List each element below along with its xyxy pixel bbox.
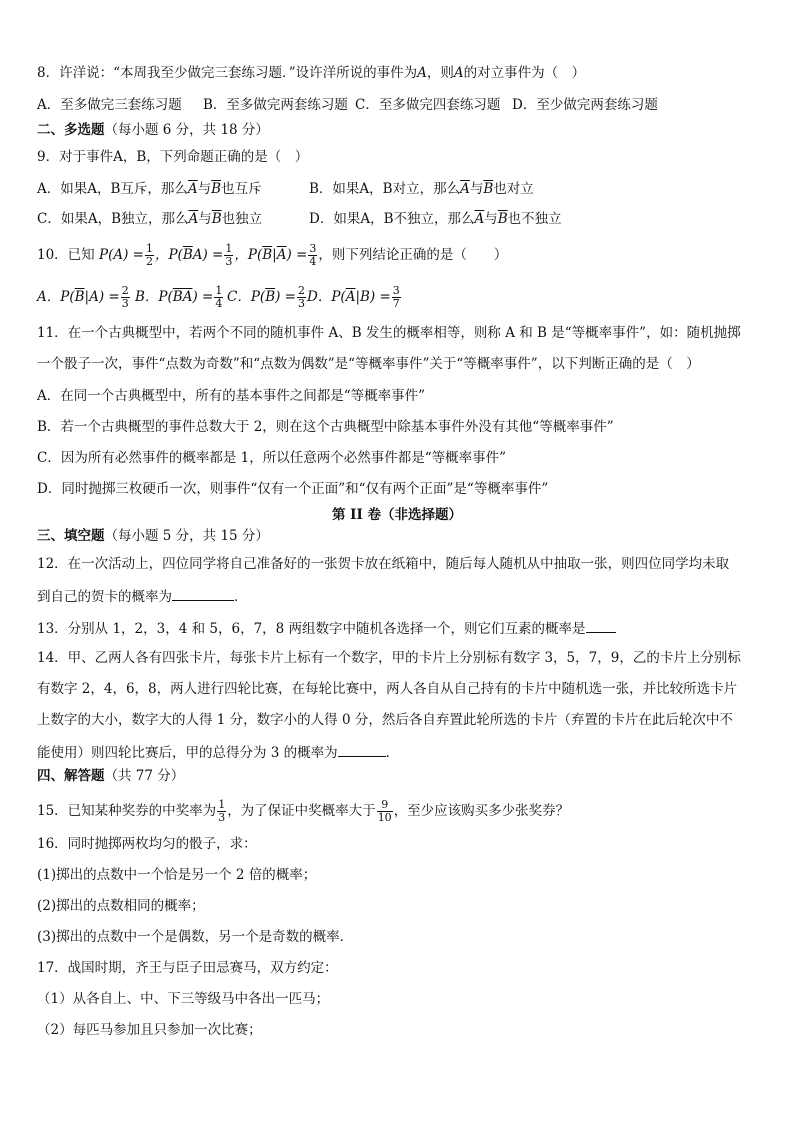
q10-option-c bbox=[227, 285, 307, 310]
q15-pre: 15．已知某种奖券的中奖率为 bbox=[37, 803, 217, 819]
q10-oa-bar: $\overline{B}$ bbox=[74, 289, 85, 305]
q9-option-b bbox=[309, 180, 534, 198]
q9-d-bar2: $\overline{B}$ bbox=[497, 211, 508, 227]
q10-ob-den: 4 bbox=[215, 297, 223, 310]
q9-d-bar: $\overline{A}$ bbox=[474, 211, 485, 227]
q14-answer-blank bbox=[338, 742, 386, 757]
q11-option-d: D．同时抛掷三枚硬币一次，则事件“仅有一个正面”和“仅有两个正面”是“等概率事件” bbox=[37, 481, 549, 497]
q17-stem: 17．战国时期，齐王与臣子田忌赛马，双方约定： bbox=[37, 960, 338, 976]
part-2-title: 第 II 卷（非选择题） bbox=[331, 507, 463, 523]
q10-p3-num: 3 bbox=[309, 242, 317, 255]
section-2-title: 二、多选题 bbox=[37, 122, 105, 138]
q9-a-bar: $\overline{A}$ bbox=[187, 181, 198, 197]
q10-p3-bar: $\overline{B}$ bbox=[262, 247, 273, 263]
q8-stem-mid: ，则 bbox=[426, 65, 454, 81]
q10-oa-pre: A．P( bbox=[37, 289, 75, 305]
q9-a-pre: A．如果A，B互斥，那么 bbox=[37, 181, 188, 197]
q10-oa-mid: |A) = bbox=[84, 289, 120, 305]
q10-od-mid: |B) = bbox=[355, 289, 391, 305]
q15-f1-den: 3 bbox=[218, 811, 226, 824]
q14-line-1: 14．甲、乙两人各有四张卡片，每张卡片上标有一个数字，甲的卡片上分别标有数字 3，5，7，9，乙的卡片上分别标 bbox=[37, 650, 741, 666]
q10-p1-pre: P(A) = bbox=[98, 247, 144, 263]
q15-f1-num: 1 bbox=[218, 798, 226, 811]
q9-c-bar2: $\overline{B}$ bbox=[211, 211, 222, 227]
q10-oc-frac bbox=[297, 285, 306, 310]
q10-stem bbox=[37, 243, 507, 268]
q8-option-b: B．至多做完两套练习题 bbox=[203, 97, 348, 113]
q9-a-post: 也互斥 bbox=[221, 181, 262, 197]
q10-p3-pre: ，P( bbox=[234, 247, 263, 263]
q15-f2-num: 9 bbox=[377, 799, 393, 812]
q13-answer-blank bbox=[586, 618, 616, 633]
q10-od-frac bbox=[392, 285, 401, 310]
q8-event-a-2: A bbox=[453, 65, 464, 81]
q10-ob-mid: ) = bbox=[192, 289, 214, 305]
section-multiple-choice-header bbox=[37, 121, 269, 139]
q10-p2-mid: A) = bbox=[192, 247, 224, 263]
q10-od-num: 3 bbox=[392, 284, 400, 297]
section-3-note: （每小题 5 分，共 15 分） bbox=[104, 528, 269, 544]
section-4-note: （共 77 分） bbox=[104, 768, 185, 784]
q10-ob-frac bbox=[214, 285, 223, 310]
q10-ob-bar: $\overline{BA}$ bbox=[172, 289, 193, 305]
q9-d-post: 也不独立 bbox=[507, 211, 562, 227]
q11-line-2: 一个骰子一次，事件“点数为奇数”和“点数为偶数”是“等概率事件”关于“等概率事件”，以下判断正确的是（ ） bbox=[37, 356, 700, 372]
q10-oa-frac bbox=[121, 285, 130, 310]
q10-option-b bbox=[135, 285, 227, 310]
q10-od-den: 7 bbox=[392, 297, 400, 310]
q9-a-bar2: $\overline{B}$ bbox=[211, 181, 222, 197]
q17-sub-2: （2）每匹马参加且只参加一次比赛； bbox=[37, 1022, 262, 1038]
q12-answer-blank bbox=[172, 586, 234, 601]
q14-line-2: 有数字 2，4，6，8，两人进行四轮比赛，在每轮比赛中，两人各自从自己持有的卡片中随机选一张，并比较所选卡片 bbox=[37, 681, 738, 697]
q9-option-d bbox=[309, 210, 562, 228]
q9-d-pre: D．如果A，B不独立，那么 bbox=[309, 211, 475, 227]
q14-end: ． bbox=[385, 745, 400, 761]
q15-frac-1 bbox=[217, 799, 226, 824]
q10-option-a bbox=[37, 285, 135, 310]
q16-stem: 16．同时抛掷两枚均匀的骰子，求： bbox=[37, 836, 257, 852]
q10-ob-num: 1 bbox=[215, 284, 223, 297]
q8-options bbox=[37, 96, 658, 114]
q10-p3-frac bbox=[308, 243, 317, 268]
q9-d-mid: 与 bbox=[484, 211, 498, 227]
q11-option-b: B．若一个古典概型的事件总数大于 2，则在这个古典概型中除基本事件外没有其他“等概率事件” bbox=[37, 419, 614, 435]
q11-line-1: 11．在一个古典概型中，若两个不同的随机事件 A、B 发生的概率相等，则称 A 和 B 是“等概率事件”，如：随机抛掷 bbox=[37, 325, 741, 341]
q14-line-3: 上数字的大小，数字大的人得 1 分，数字小的人得 0 分，然后各自弃置此轮所选的卡片（弃置的卡片在此后轮次中不 bbox=[37, 712, 733, 728]
q10-od-bar: $\overline{A}$ bbox=[345, 289, 356, 305]
q9-options-row-2 bbox=[37, 210, 562, 228]
q10-post: ，则下列结论正确的是（ ） bbox=[318, 247, 508, 263]
q12-line-1: 12．在一次活动上，四位同学将自己准备好的一张贺卡放在纸箱中，随后每人随机从中抽取一张，则四位同学均未取 bbox=[37, 556, 730, 572]
q9-option-c bbox=[37, 210, 309, 228]
q17-sub-1: （1）从各自上、中、下三等级马中各出一匹马； bbox=[37, 991, 330, 1007]
q8-stem bbox=[37, 64, 585, 82]
q15 bbox=[37, 799, 569, 824]
q10-oc-bar: $\overline{B}$ bbox=[265, 289, 276, 305]
q16-sub-1: (1)掷出的点数中一个恰是另一个 2 倍的概率； bbox=[37, 867, 317, 883]
q9-option-a bbox=[37, 180, 309, 198]
q14-line-4 bbox=[37, 742, 399, 762]
q13 bbox=[37, 618, 616, 638]
q9-b-bar2: $\overline{B}$ bbox=[483, 181, 494, 197]
q12-line-2-text: 到自己的贺卡的概率为 bbox=[37, 589, 172, 605]
q10-oc-mid: ) = bbox=[275, 289, 296, 305]
q10-oc-num: 2 bbox=[297, 284, 305, 297]
q8-option-d: D．至少做完两套练习题 bbox=[512, 97, 658, 113]
q14-line-4-text: 能使用）则四轮比赛后，甲的总得分为 3 的概率为 bbox=[37, 745, 338, 761]
q10-p1-num: 1 bbox=[145, 242, 153, 255]
q10-p2-frac bbox=[224, 243, 233, 268]
q12-end: ． bbox=[234, 589, 248, 605]
q10-pre: 10．已知 bbox=[37, 247, 95, 263]
q10-p1-den: 2 bbox=[145, 255, 153, 268]
q9-c-bar: $\overline{A}$ bbox=[188, 211, 199, 227]
q9-b-bar: $\overline{A}$ bbox=[460, 181, 470, 197]
q10-oa-num: 2 bbox=[121, 284, 129, 297]
q10-p3-mid: | bbox=[272, 247, 277, 263]
q9-b-mid: 与 bbox=[469, 181, 484, 197]
q11-option-a: A．在同一个古典概型中，所有的基本事件之间都是“等概率事件” bbox=[37, 388, 426, 404]
q10-oc-den: 3 bbox=[297, 297, 305, 310]
q9-b-post: 也对立 bbox=[493, 181, 534, 197]
q13-text: 13．分别从 1，2，3，4 和 5，6，7，8 两组数字中随机各选择一个，则它们互素的概率是 bbox=[37, 621, 586, 637]
q9-options-row-1 bbox=[37, 180, 534, 198]
q10-option-d bbox=[307, 285, 402, 310]
q12-line-2 bbox=[37, 586, 248, 606]
q10-ob-pre: B．P( bbox=[135, 289, 173, 305]
q8-event-a: A bbox=[417, 65, 427, 81]
q10-p3-den: 4 bbox=[309, 255, 317, 268]
q9-c-post: 也独立 bbox=[221, 211, 263, 227]
q10-p1-frac bbox=[145, 243, 154, 268]
section-3-title: 三、填空题 bbox=[37, 528, 105, 544]
section-solution-header bbox=[37, 767, 184, 785]
q10-p2-pre: ，P( bbox=[154, 247, 183, 263]
q10-p2-num: 1 bbox=[225, 242, 233, 255]
section-2-note: （每小题 6 分，共 18 分） bbox=[104, 122, 269, 138]
q8-stem-end: 的对立事件为（ ） bbox=[463, 65, 586, 81]
q9-c-mid: 与 bbox=[198, 211, 212, 227]
q16-sub-3: (3)掷出的点数中一个是偶数，另一个是奇数的概率． bbox=[37, 929, 354, 945]
q15-f2-den: 10 bbox=[377, 811, 392, 824]
q9-c-pre: C．如果A，B独立，那么 bbox=[37, 211, 189, 227]
q10-options bbox=[37, 285, 402, 310]
q8-stem-text: 8．许洋说：“本周我至少做完三套练习题．”设许洋所说的事件为 bbox=[37, 65, 418, 81]
q10-p2-den: 3 bbox=[225, 255, 233, 268]
q10-p3-bar2: $\overline{A}$ bbox=[276, 247, 287, 263]
q15-frac-2 bbox=[377, 799, 393, 824]
q10-oc-pre: C．P( bbox=[227, 289, 266, 305]
q8-option-a: A．至多做完三套练习题 bbox=[37, 97, 182, 113]
section-4-title: 四、解答题 bbox=[37, 768, 105, 784]
q10-p3-post: ) = bbox=[286, 247, 308, 263]
q10-od-pre: D．P( bbox=[307, 289, 346, 305]
q15-post: ，至少应该购买多少张奖券？ bbox=[393, 803, 570, 819]
q9-stem: 9．对于事件A，B，下列命题正确的是（ ） bbox=[37, 149, 309, 165]
q10-p2-bar: $\overline{B}$ bbox=[182, 247, 193, 263]
q8-option-c: C．至多做完四套练习题 bbox=[355, 97, 501, 113]
section-fill-blank-header bbox=[37, 527, 269, 545]
q9-b-pre: B．如果A，B对立，那么 bbox=[309, 181, 461, 197]
q10-oa-den: 3 bbox=[121, 297, 129, 310]
q11-option-c: C．因为所有必然事件的概率都是 1，所以任意两个必然事件都是“等概率事件” bbox=[37, 450, 507, 466]
q16-sub-2: (2)掷出的点数相同的概率； bbox=[37, 898, 205, 914]
q15-mid: ，为了保证中奖概率大于 bbox=[227, 803, 376, 819]
q9-a-mid: 与 bbox=[197, 181, 212, 197]
